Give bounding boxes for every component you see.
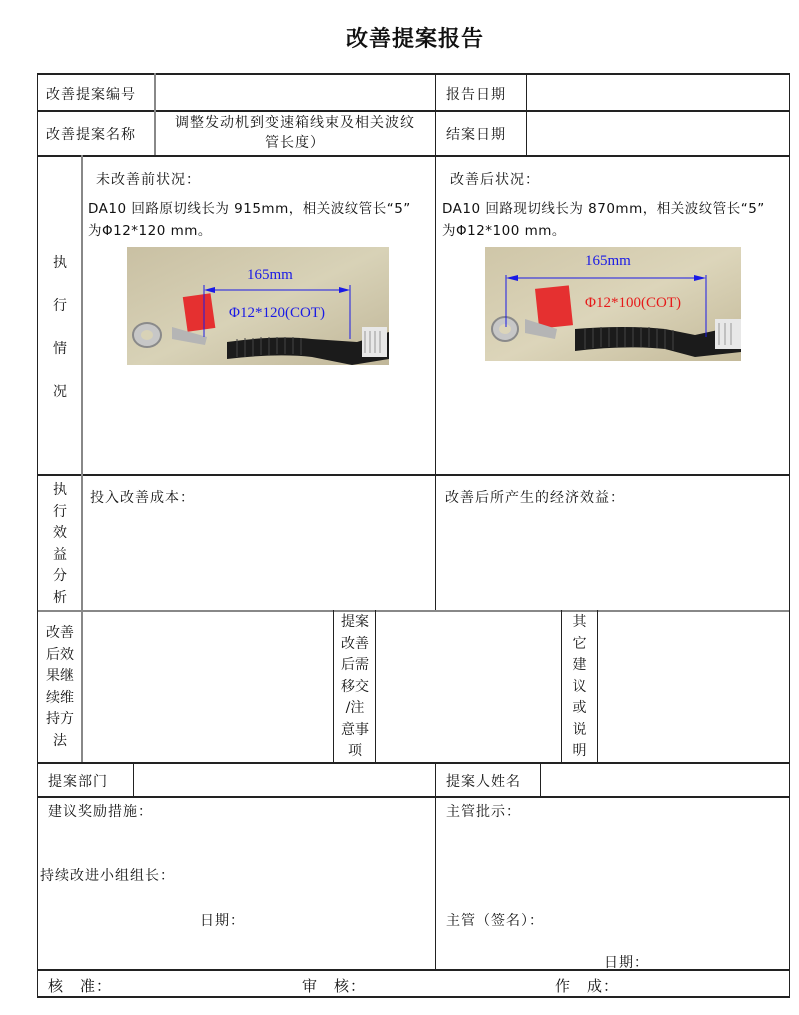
after-text-line1: DA10 回路现切线长为 870mm，相关波纹管长“5”: [442, 201, 765, 217]
proposal-name-line1: 调整发动机到变速箱线束及相关波纹: [175, 115, 415, 131]
report-date-label: 报告日期: [446, 87, 506, 103]
dept-label: 提案部门: [48, 774, 108, 790]
team-leader-label: 持续改进小组组长：: [40, 868, 175, 884]
handover-notes-field[interactable]: [380, 614, 557, 758]
left-date-label: 日期：: [200, 913, 245, 929]
manager-comment-field[interactable]: [440, 820, 785, 900]
after-dimension-label: 165mm: [585, 253, 631, 269]
execution-label: 执 行 情 况: [53, 255, 67, 400]
proposer-name-field[interactable]: [545, 771, 785, 791]
page-title: 改善提案报告: [345, 26, 484, 52]
after-photo: [485, 247, 741, 367]
cost-label: 投入改善成本：: [90, 490, 195, 506]
close-date-label: 结案日期: [446, 127, 506, 143]
right-date-label: 日期：: [604, 955, 649, 971]
report-date-field[interactable]: [532, 84, 782, 104]
before-dimension-label: 165mm: [247, 267, 293, 283]
proposer-name-label: 提案人姓名: [446, 774, 521, 790]
approve-label: 核 准：: [48, 977, 113, 995]
handover-label: 提案 改善 后需 移交 /注 意事 项: [341, 614, 369, 759]
sustain-label: 改善 后效 果继 续维 持方 法: [46, 625, 74, 749]
after-text-line2: 为Φ12*100 mm。: [442, 223, 566, 239]
before-spec-label: Φ12*120(COT): [229, 305, 325, 321]
proposal-no-label: 改善提案编号: [46, 87, 136, 103]
benefit-label: 执 行 效 益 分 析: [53, 482, 67, 606]
other-suggestions-label: 其 它 建 议 或 说 明: [572, 614, 587, 759]
cost-field[interactable]: [86, 508, 431, 606]
dept-field[interactable]: [138, 771, 430, 791]
reward-label: 建议奖励措施：: [48, 804, 153, 820]
before-text-line1: DA10 回路原切线长为 915mm，相关波纹管长“5”: [88, 201, 411, 217]
economic-benefit-field[interactable]: [440, 508, 785, 606]
before-heading: 未改善前状况：: [96, 172, 201, 188]
prepare-label: 作 成：: [555, 977, 620, 995]
review-label: 审 核：: [302, 977, 367, 995]
close-date-field[interactable]: [532, 124, 782, 144]
other-suggestions-field[interactable]: [601, 614, 785, 758]
manager-comment-label: 主管批示：: [446, 804, 521, 820]
economic-benefit-label: 改善后所产生的经济效益：: [445, 490, 625, 506]
after-spec-label: Φ12*100(COT): [585, 295, 681, 311]
proposal-name-field[interactable]: [156, 113, 434, 153]
before-text-line2: 为Φ12*120 mm。: [88, 223, 212, 239]
proposal-name-label: 改善提案名称: [46, 127, 136, 143]
before-photo: [127, 247, 389, 371]
after-heading: 改善后状况：: [450, 172, 540, 188]
proposal-name-line2: 管长度）: [265, 135, 325, 151]
sustain-method-field[interactable]: [86, 614, 329, 758]
manager-sign-label: 主管（签名）：: [446, 913, 544, 929]
